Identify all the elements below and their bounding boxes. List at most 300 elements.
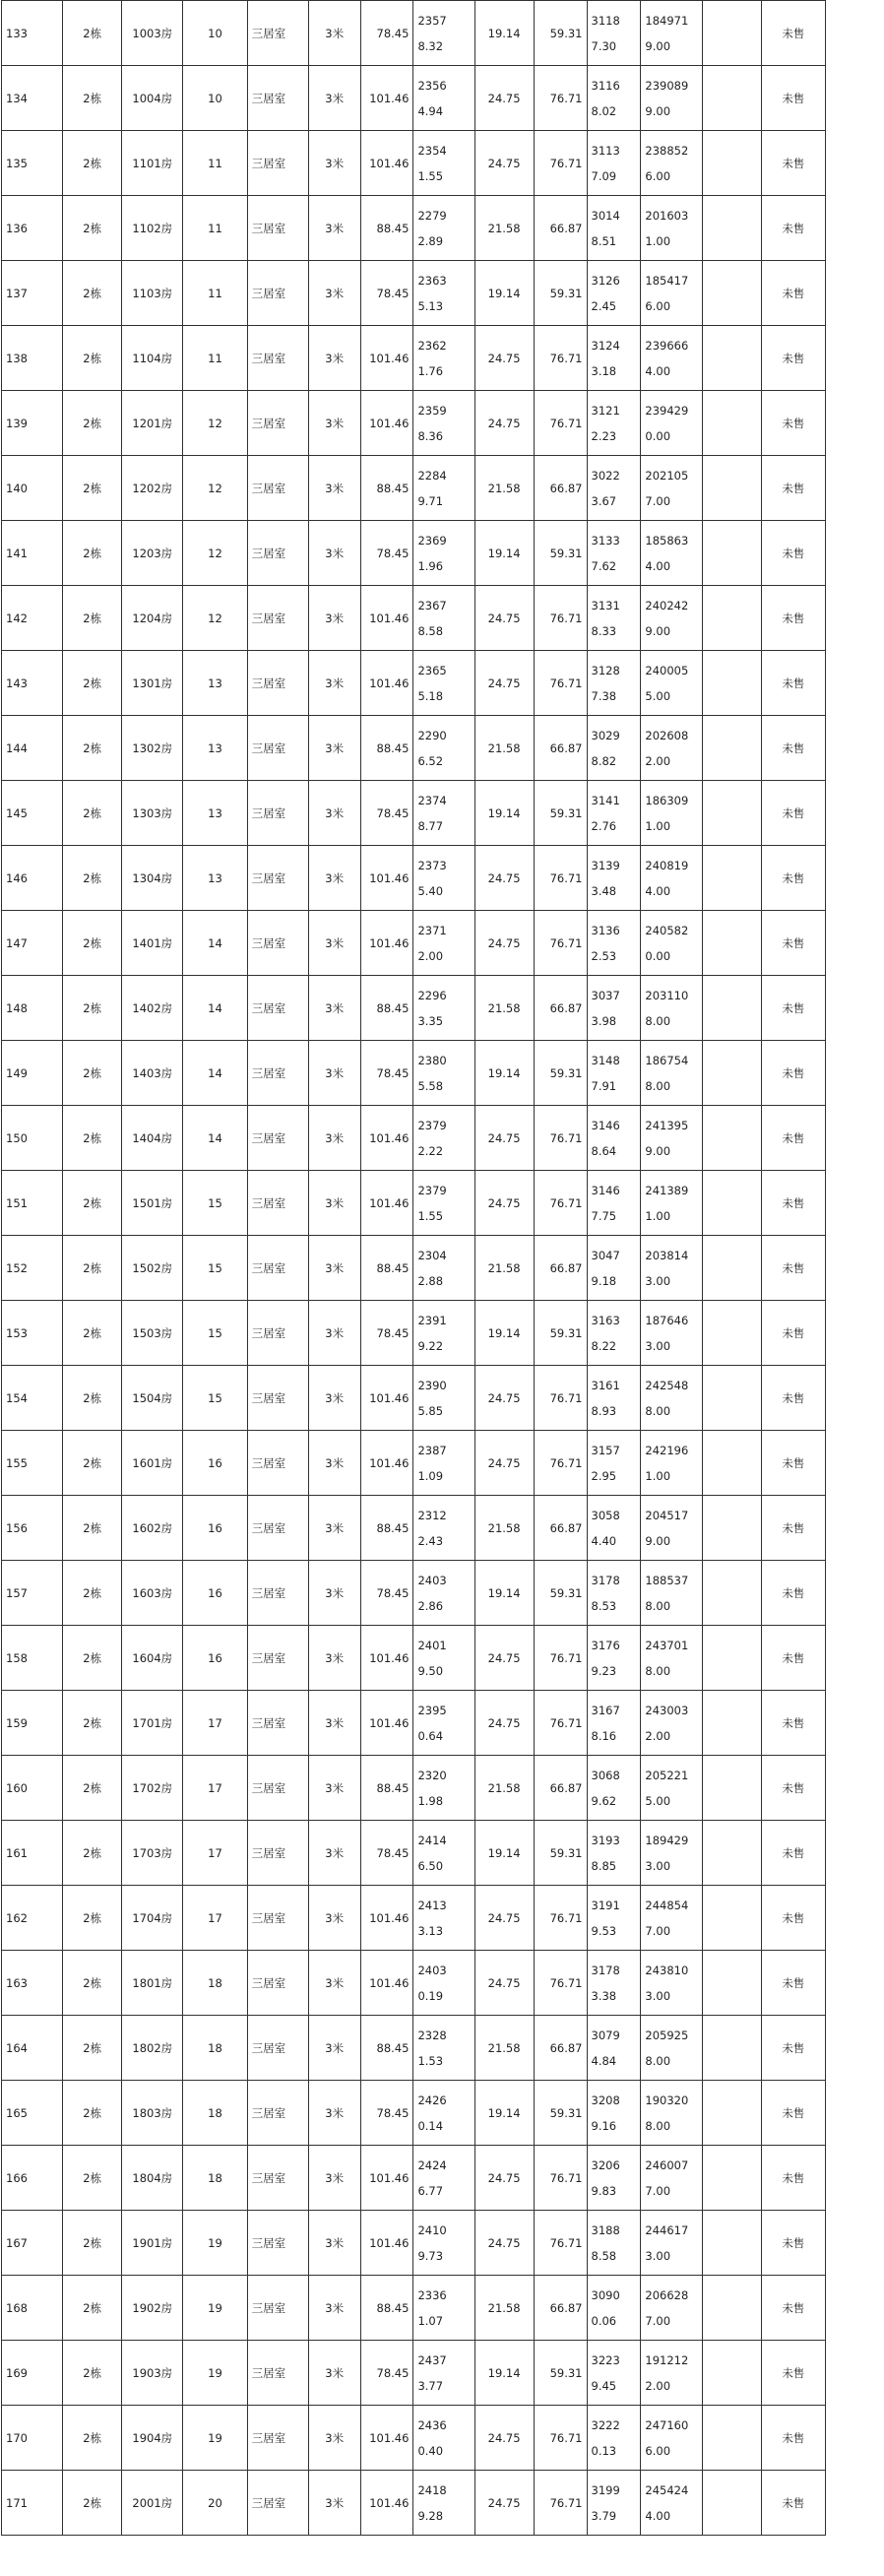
cell-number	[2, 2471, 63, 2536]
cell-inner-price	[587, 2406, 641, 2471]
cell-unit-type-text: 三居室	[251, 676, 286, 690]
cell-floor-text: 10	[208, 91, 222, 105]
cell-building-text: 2栋	[83, 2170, 102, 2185]
cell-floor-height-text: 3米	[325, 2105, 345, 2120]
cell-unit-price	[413, 846, 474, 911]
cell-unit-type	[247, 2211, 308, 2276]
cell-room-text: 1702房	[132, 1780, 173, 1795]
cell-inner-area	[474, 716, 534, 781]
cell-room	[122, 1041, 183, 1106]
cell-inner-price	[587, 716, 641, 781]
cell-unit-type	[247, 1561, 308, 1626]
cell-building-text: 2栋	[83, 351, 102, 365]
cell-inner-price-text: 32069.83	[591, 2157, 620, 2198]
cell-unit-type-text: 三居室	[251, 805, 286, 820]
cell-inner-area-text: 19.14	[487, 2105, 521, 2120]
cell-room	[122, 1301, 183, 1366]
cell-inner-area	[474, 911, 534, 976]
cell-unit-type	[247, 1691, 308, 1756]
cell-floor-text: 15	[208, 1390, 222, 1405]
cell-inner-price-text: 31287.38	[591, 663, 620, 703]
cell-number	[2, 326, 63, 391]
cell-total-price-text: 1863091.00	[645, 793, 689, 833]
cell-inner-price-text: 31468.64	[591, 1118, 620, 1158]
cell-inner-price-text: 31262.45	[591, 273, 620, 313]
cell-number	[2, 1561, 63, 1626]
cell-number-text: 164	[6, 2040, 28, 2055]
cell-sale-status	[761, 1691, 825, 1756]
cell-inner-price-text: 30223.67	[591, 468, 620, 508]
cell-unit-price	[413, 326, 474, 391]
table-row	[2, 1366, 826, 1431]
cell-unit-type	[247, 1041, 308, 1106]
cell-floor	[183, 1561, 247, 1626]
cell-note	[702, 1041, 761, 1106]
cell-sale-status-text: 未售	[782, 2365, 805, 2380]
cell-inner-price	[587, 1, 641, 66]
cell-floor	[183, 1106, 247, 1171]
cell-building-text: 2栋	[83, 2105, 102, 2120]
cell-unit-price-text: 22849.71	[417, 468, 447, 508]
cell-floor-height-text: 3米	[325, 1065, 345, 1080]
cell-room	[122, 2211, 183, 2276]
cell-unit-price-text: 24109.73	[417, 2222, 447, 2263]
cell-building-text: 2栋	[83, 676, 102, 690]
cell-floor-text: 19	[208, 2235, 222, 2250]
cell-sale-status	[761, 2406, 825, 2471]
cell-sale-status-text: 未售	[782, 1455, 805, 1470]
cell-built-area-text: 101.46	[369, 676, 410, 690]
cell-building	[63, 1041, 122, 1106]
cell-unit-price	[413, 911, 474, 976]
cell-shared-area	[534, 1821, 587, 1886]
cell-total-price-text: 2425488.00	[645, 1378, 689, 1418]
cell-room-text: 1701房	[132, 1715, 173, 1730]
cell-inner-area-text: 21.58	[487, 1780, 521, 1795]
cell-floor	[183, 1431, 247, 1496]
cell-sale-status-text: 未售	[782, 741, 805, 755]
cell-inner-price-text: 31393.48	[591, 858, 620, 898]
cell-note	[702, 911, 761, 976]
cell-inner-area-text: 24.75	[487, 1455, 521, 1470]
cell-unit-price-text: 23122.43	[417, 1508, 447, 1548]
cell-unit-price	[413, 2341, 474, 2406]
cell-building-text: 2栋	[83, 91, 102, 105]
cell-inner-price	[587, 2016, 641, 2081]
cell-number	[2, 1951, 63, 2016]
cell-sale-status	[761, 586, 825, 651]
cell-total-price	[641, 326, 702, 391]
cell-note	[702, 2471, 761, 2536]
cell-unit-type	[247, 1756, 308, 1821]
cell-unit-type-text: 三居室	[251, 2365, 286, 2380]
cell-built-area-text: 101.46	[369, 416, 410, 430]
cell-built-area	[360, 2341, 413, 2406]
cell-unit-type-text: 三居室	[251, 1845, 286, 1860]
cell-building-text: 2栋	[83, 1390, 102, 1405]
cell-building-text: 2栋	[83, 1000, 102, 1015]
cell-note	[702, 781, 761, 846]
cell-unit-price	[413, 1236, 474, 1301]
cell-room-text: 1102房	[132, 221, 173, 235]
cell-number	[2, 131, 63, 196]
cell-note	[702, 1951, 761, 2016]
cell-shared-area	[534, 1756, 587, 1821]
cell-unit-price-text: 23791.55	[417, 1183, 447, 1223]
cell-floor-height-text: 3米	[325, 741, 345, 755]
cell-total-price-text: 1903208.00	[645, 2093, 689, 2133]
cell-total-price-text: 2021057.00	[645, 468, 689, 508]
cell-built-area	[360, 781, 413, 846]
cell-total-price-text: 2052215.00	[645, 1768, 689, 1808]
cell-sale-status-text: 未售	[782, 1000, 805, 1015]
cell-building	[63, 1171, 122, 1236]
cell-note	[702, 391, 761, 456]
table-row	[2, 2276, 826, 2341]
cell-building-text: 2栋	[83, 870, 102, 885]
cell-unit-type	[247, 2016, 308, 2081]
cell-unit-type-text: 三居室	[251, 1260, 286, 1275]
cell-building-text: 2栋	[83, 1130, 102, 1145]
cell-built-area-text: 101.46	[369, 935, 410, 950]
cell-total-price-text: 2460077.00	[645, 2157, 689, 2198]
cell-floor-height-text: 3米	[325, 805, 345, 820]
cell-unit-price-text: 24260.14	[417, 2093, 447, 2133]
cell-unit-price-text: 23678.58	[417, 598, 447, 638]
table-row	[2, 2406, 826, 2471]
cell-built-area	[360, 1496, 413, 1561]
cell-number-text: 155	[6, 1455, 28, 1470]
cell-building-text: 2栋	[83, 286, 102, 300]
cell-number	[2, 66, 63, 131]
cell-inner-price-text: 31769.23	[591, 1638, 620, 1678]
cell-building	[63, 2016, 122, 2081]
cell-inner-price-text: 31783.38	[591, 1963, 620, 2003]
cell-inner-area-text: 21.58	[487, 1000, 521, 1015]
cell-unit-price-text: 23361.07	[417, 2287, 447, 2328]
cell-inner-area	[474, 846, 534, 911]
cell-inner-area	[474, 2276, 534, 2341]
cell-built-area	[360, 1691, 413, 1756]
cell-inner-area	[474, 1756, 534, 1821]
cell-sale-status-text: 未售	[782, 1130, 805, 1145]
cell-unit-type	[247, 1171, 308, 1236]
cell-unit-type-text: 三居室	[251, 1715, 286, 1730]
cell-unit-price	[413, 521, 474, 586]
cell-unit-type-text: 三居室	[251, 2170, 286, 2185]
cell-built-area	[360, 1301, 413, 1366]
cell-inner-area-text: 21.58	[487, 2300, 521, 2315]
cell-sale-status	[761, 911, 825, 976]
cell-inner-area	[474, 1821, 534, 1886]
cell-sale-status	[761, 781, 825, 846]
cell-number-text: 143	[6, 676, 28, 690]
cell-sale-status-text: 未售	[782, 2495, 805, 2510]
cell-shared-area-text: 76.71	[549, 91, 583, 105]
cell-total-price	[641, 976, 702, 1041]
cell-number-text: 149	[6, 1065, 28, 1080]
cell-unit-type	[247, 2341, 308, 2406]
cell-shared-area-text: 59.31	[549, 2365, 583, 2380]
cell-total-price-text: 1849719.00	[645, 13, 689, 53]
cell-room-text: 1101房	[132, 156, 173, 170]
cell-inner-price	[587, 1236, 641, 1301]
cell-floor	[183, 846, 247, 911]
cell-sale-status-text: 未售	[782, 416, 805, 430]
cell-room	[122, 781, 183, 846]
cell-room-text: 1303房	[132, 805, 173, 820]
cell-unit-price-text: 23655.18	[417, 663, 447, 703]
cell-floor-height	[308, 391, 360, 456]
table-row	[2, 1, 826, 66]
cell-unit-type-text: 三居室	[251, 286, 286, 300]
cell-built-area-text: 88.45	[376, 1260, 410, 1275]
cell-built-area	[360, 1821, 413, 1886]
table-row	[2, 2081, 826, 2146]
cell-room	[122, 2406, 183, 2471]
cell-room-text: 1603房	[132, 1585, 173, 1600]
cell-room	[122, 2016, 183, 2081]
cell-floor	[183, 2341, 247, 2406]
cell-total-price-text: 2402429.00	[645, 598, 689, 638]
cell-floor	[183, 1626, 247, 1691]
cell-room-text: 1402房	[132, 1000, 173, 1015]
cell-total-price	[641, 2016, 702, 2081]
cell-inner-area	[474, 391, 534, 456]
cell-inner-price	[587, 1951, 641, 2016]
table-row	[2, 2146, 826, 2211]
cell-unit-price	[413, 2081, 474, 2146]
cell-built-area	[360, 391, 413, 456]
cell-building-text: 2栋	[83, 2365, 102, 2380]
cell-unit-price-text: 23792.22	[417, 1118, 447, 1158]
cell-shared-area-text: 59.31	[549, 286, 583, 300]
cell-unit-price-text: 23635.13	[417, 273, 447, 313]
cell-built-area	[360, 1951, 413, 2016]
cell-sale-status	[761, 1886, 825, 1951]
cell-total-price-text: 2045179.00	[645, 1508, 689, 1548]
cell-sale-status	[761, 1626, 825, 1691]
cell-building-text: 2栋	[83, 1325, 102, 1340]
cell-building	[63, 2211, 122, 2276]
cell-built-area	[360, 1, 413, 66]
cell-unit-type	[247, 716, 308, 781]
cell-room-text: 1301房	[132, 676, 173, 690]
cell-inner-area	[474, 456, 534, 521]
cell-inner-area-text: 21.58	[487, 221, 521, 235]
cell-total-price	[641, 196, 702, 261]
cell-floor-height	[308, 1236, 360, 1301]
cell-room-text: 1404房	[132, 1130, 173, 1145]
cell-total-price	[641, 66, 702, 131]
cell-room-text: 1202房	[132, 481, 173, 495]
cell-floor-height-text: 3米	[325, 1195, 345, 1210]
table-row	[2, 326, 826, 391]
table-row	[2, 1041, 826, 1106]
cell-inner-area	[474, 781, 534, 846]
cell-building-text: 2栋	[83, 2495, 102, 2510]
cell-inner-price	[587, 66, 641, 131]
cell-inner-area-text: 24.75	[487, 1650, 521, 1665]
cell-unit-price	[413, 2406, 474, 2471]
cell-floor-text: 13	[208, 870, 222, 885]
cell-number-text: 162	[6, 1910, 28, 1925]
cell-inner-area-text: 24.75	[487, 1130, 521, 1145]
cell-unit-type	[247, 66, 308, 131]
cell-shared-area-text: 59.31	[549, 1325, 583, 1340]
cell-building-text: 2栋	[83, 416, 102, 430]
cell-number	[2, 1431, 63, 1496]
cell-note	[702, 586, 761, 651]
cell-note	[702, 1431, 761, 1496]
cell-sale-status-text: 未售	[782, 2235, 805, 2250]
cell-shared-area-text: 76.71	[549, 611, 583, 625]
cell-built-area-text: 101.46	[369, 1975, 410, 1990]
cell-room-text: 1501房	[132, 1195, 173, 1210]
cell-shared-area	[534, 1236, 587, 1301]
cell-note	[702, 1, 761, 66]
cell-inner-area	[474, 2471, 534, 2536]
cell-inner-price	[587, 2471, 641, 2536]
cell-unit-type	[247, 1821, 308, 1886]
cell-number-text: 170	[6, 2430, 28, 2445]
cell-unit-type	[247, 326, 308, 391]
cell-total-price	[641, 1, 702, 66]
cell-built-area-text: 101.46	[369, 1650, 410, 1665]
cell-sale-status-text: 未售	[782, 286, 805, 300]
cell-total-price	[641, 131, 702, 196]
cell-total-price-text: 2038143.00	[645, 1248, 689, 1288]
cell-room	[122, 1106, 183, 1171]
cell-floor-height	[308, 1626, 360, 1691]
cell-unit-type-text: 三居室	[251, 1780, 286, 1795]
cell-building-text: 2栋	[83, 805, 102, 820]
cell-unit-price-text: 22792.89	[417, 208, 447, 248]
cell-floor-height-text: 3米	[325, 26, 345, 40]
cell-built-area-text: 78.45	[376, 805, 410, 820]
cell-inner-area	[474, 2406, 534, 2471]
cell-floor-height-text: 3米	[325, 416, 345, 430]
cell-floor	[183, 1236, 247, 1301]
cell-building-text: 2栋	[83, 1195, 102, 1210]
cell-built-area-text: 78.45	[376, 1585, 410, 1600]
cell-built-area	[360, 846, 413, 911]
cell-total-price	[641, 1756, 702, 1821]
cell-room-text: 1503房	[132, 1325, 173, 1340]
cell-inner-price	[587, 846, 641, 911]
cell-total-price-text: 1912122.00	[645, 2352, 689, 2393]
cell-building-text: 2栋	[83, 1065, 102, 1080]
cell-sale-status-text: 未售	[782, 546, 805, 560]
cell-building-text: 2栋	[83, 1845, 102, 1860]
cell-inner-area-text: 19.14	[487, 1585, 521, 1600]
cell-inner-area	[474, 2016, 534, 2081]
cell-floor-height	[308, 716, 360, 781]
cell-inner-area-text: 19.14	[487, 286, 521, 300]
cell-unit-type-text: 三居室	[251, 416, 286, 430]
cell-number	[2, 1236, 63, 1301]
cell-building	[63, 716, 122, 781]
cell-floor-text: 15	[208, 1195, 222, 1210]
cell-floor-text: 17	[208, 1780, 222, 1795]
cell-total-price-text: 2394290.00	[645, 403, 689, 443]
cell-unit-type	[247, 1301, 308, 1366]
cell-building	[63, 66, 122, 131]
cell-total-price-text: 2437018.00	[645, 1638, 689, 1678]
cell-inner-area-text: 24.75	[487, 611, 521, 625]
cell-unit-price	[413, 2211, 474, 2276]
cell-number-text: 167	[6, 2235, 28, 2250]
cell-number	[2, 2406, 63, 2471]
cell-inner-price	[587, 1431, 641, 1496]
cell-unit-type	[247, 1106, 308, 1171]
table-row	[2, 781, 826, 846]
cell-unit-type-text: 三居室	[251, 546, 286, 560]
cell-note	[702, 261, 761, 326]
cell-inner-price-text: 31243.18	[591, 338, 620, 378]
cell-room-text: 1903房	[132, 2365, 173, 2380]
cell-unit-type-text: 三居室	[251, 1455, 286, 1470]
cell-sale-status-text: 未售	[782, 1780, 805, 1795]
cell-unit-price	[413, 781, 474, 846]
cell-unit-price	[413, 1366, 474, 1431]
table-row	[2, 1236, 826, 1301]
cell-unit-type	[247, 976, 308, 1041]
cell-inner-area-text: 19.14	[487, 2365, 521, 2380]
cell-number	[2, 846, 63, 911]
cell-room-text: 1601房	[132, 1455, 173, 1470]
cell-unit-price-text: 23541.55	[417, 143, 447, 183]
cell-shared-area-text: 76.71	[549, 1975, 583, 1990]
table-body	[2, 1, 826, 2536]
cell-total-price-text: 1867548.00	[645, 1053, 689, 1093]
cell-unit-type-text: 三居室	[251, 2300, 286, 2315]
cell-sale-status-text: 未售	[782, 935, 805, 950]
cell-building-text: 2栋	[83, 935, 102, 950]
cell-inner-area	[474, 66, 534, 131]
cell-number-text: 163	[6, 1975, 28, 1990]
cell-shared-area-text: 76.71	[549, 416, 583, 430]
cell-inner-area	[474, 1041, 534, 1106]
cell-floor	[183, 651, 247, 716]
cell-inner-price	[587, 391, 641, 456]
cell-shared-area	[534, 1561, 587, 1626]
cell-inner-area	[474, 2341, 534, 2406]
cell-unit-price	[413, 1431, 474, 1496]
cell-sale-status	[761, 2341, 825, 2406]
cell-floor-text: 14	[208, 1130, 222, 1145]
cell-number	[2, 586, 63, 651]
table-row	[2, 1496, 826, 1561]
cell-unit-price	[413, 1756, 474, 1821]
cell-floor-height	[308, 326, 360, 391]
cell-unit-price-text: 24146.50	[417, 1833, 447, 1873]
cell-built-area	[360, 196, 413, 261]
cell-building	[63, 911, 122, 976]
cell-number	[2, 1886, 63, 1951]
cell-unit-price-text: 23950.64	[417, 1703, 447, 1743]
cell-unit-type	[247, 1626, 308, 1691]
cell-number-text: 166	[6, 2170, 28, 2185]
cell-number-text: 152	[6, 1260, 28, 1275]
cell-floor-height	[308, 1951, 360, 2016]
cell-shared-area	[534, 2211, 587, 2276]
cell-total-price	[641, 1951, 702, 2016]
cell-shared-area	[534, 1626, 587, 1691]
cell-floor-text: 18	[208, 2170, 222, 2185]
cell-unit-price-text: 24360.40	[417, 2417, 447, 2458]
cell-built-area	[360, 2081, 413, 2146]
